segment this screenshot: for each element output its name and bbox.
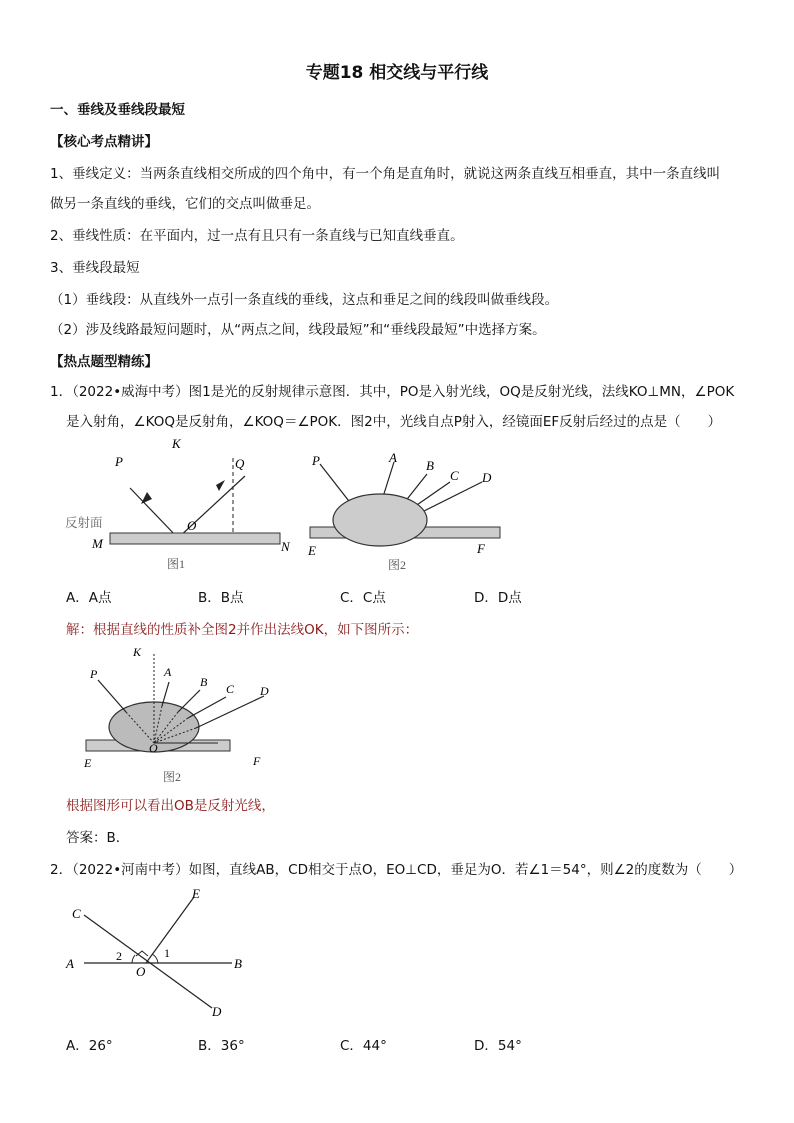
label-D: D	[260, 684, 269, 698]
label-K: K	[133, 645, 142, 659]
label-D: D	[212, 1004, 222, 1019]
label-O: O	[149, 741, 158, 755]
label-K: K	[172, 436, 181, 451]
label-C: C	[226, 682, 235, 696]
q1-option-c: C．C点	[340, 590, 386, 606]
solution-figure	[78, 640, 278, 790]
label-M: M	[92, 536, 103, 551]
q1-option-d: D．D点	[474, 590, 522, 606]
core-header: 【核心考点精讲】	[50, 134, 158, 150]
q1-answer: 答案：B．	[66, 830, 130, 846]
label-B: B	[426, 458, 434, 473]
label-O: O	[136, 964, 146, 979]
label-O: O	[187, 518, 197, 533]
label-P: P	[312, 453, 320, 468]
caption-fig2: 图2	[388, 558, 407, 572]
label-B: B	[200, 675, 208, 689]
label-Q: Q	[235, 456, 245, 471]
label-E: E	[308, 543, 316, 558]
label-P: P	[90, 667, 98, 681]
hot-header: 【热点题型精练】	[50, 354, 158, 370]
section-heading: 一、垂线及垂线段最短	[50, 102, 185, 118]
caption-fig3: 图2	[163, 770, 182, 784]
label-surface: 反射面	[65, 516, 103, 530]
q2-option-c: C．44°	[340, 1038, 387, 1054]
q1-option-a: A．A点	[66, 590, 112, 606]
label-A: A	[66, 956, 74, 971]
reflection-figure-2	[300, 440, 510, 580]
label-E: E	[192, 886, 200, 901]
label-C: C	[72, 906, 81, 921]
label-F: F	[253, 754, 261, 768]
label-P: P	[115, 454, 123, 469]
reflection-figure-1	[55, 436, 305, 576]
page-title: 专题18 相交线与平行线	[305, 63, 489, 83]
q1-solution-2: 根据图形可以看出OB是反射光线，	[66, 798, 275, 814]
q2-option-d: D．54°	[474, 1038, 522, 1054]
q2-option-b: B．36°	[198, 1038, 245, 1054]
angle-1-label: 1	[164, 946, 170, 960]
q1-solution-1: 解：根据直线的性质补全图2并作出法线OK，如下图所示：	[66, 622, 419, 638]
angle-2-label: 2	[116, 949, 122, 963]
label-A: A	[389, 450, 397, 465]
q1-option-b: B．B点	[198, 590, 244, 606]
core-p4: （1）垂线段：从直线外一点引一条直线的垂线，这点和垂足之间的线段叫做垂线段。	[50, 292, 559, 308]
core-p1b: 做另一条直线的垂线，它们的交点叫做垂足。	[50, 196, 320, 212]
q1-line1: 1．（2022•威海中考）图1是光的反射规律示意图．其中，PO是入射光线，OQ是反射光线，法线KO⊥MN，∠POK	[50, 384, 735, 400]
label-A: A	[164, 665, 172, 679]
intersecting-lines-figure	[60, 880, 260, 1020]
label-B: B	[234, 956, 242, 971]
label-E: E	[84, 756, 92, 770]
label-N: N	[281, 539, 290, 554]
caption-fig1: 图1	[167, 557, 186, 571]
core-p3: 3、垂线段最短	[50, 260, 140, 276]
q1-line2: 是入射角，∠KOQ是反射角，∠KOQ＝∠POK．图2中，光线自点P射入，经镜面EF反射后经过的点是（ ）	[66, 414, 722, 430]
core-p5: （2）涉及线路最短问题时，从“两点之间，线段最短”和“垂线段最短”中选择方案。	[50, 322, 546, 338]
label-D: D	[482, 470, 492, 485]
label-F: F	[477, 541, 485, 556]
label-C: C	[450, 468, 459, 483]
core-p2: 2、垂线性质：在平面内，过一点有且只有一条直线与已知直线垂直。	[50, 228, 464, 244]
q2-line1: 2．（2022•河南中考）如图，直线AB，CD相交于点O，EO⊥CD，垂足为O．若∠1＝54°，则∠2的度数为（ ）	[50, 862, 743, 878]
core-p1a: 1、垂线定义：当两条直线相交所成的四个角中，有一个角是直角时，就说这两条直线互相垂直，其中一条直线叫	[50, 166, 721, 182]
q2-option-a: A．26°	[66, 1038, 113, 1054]
